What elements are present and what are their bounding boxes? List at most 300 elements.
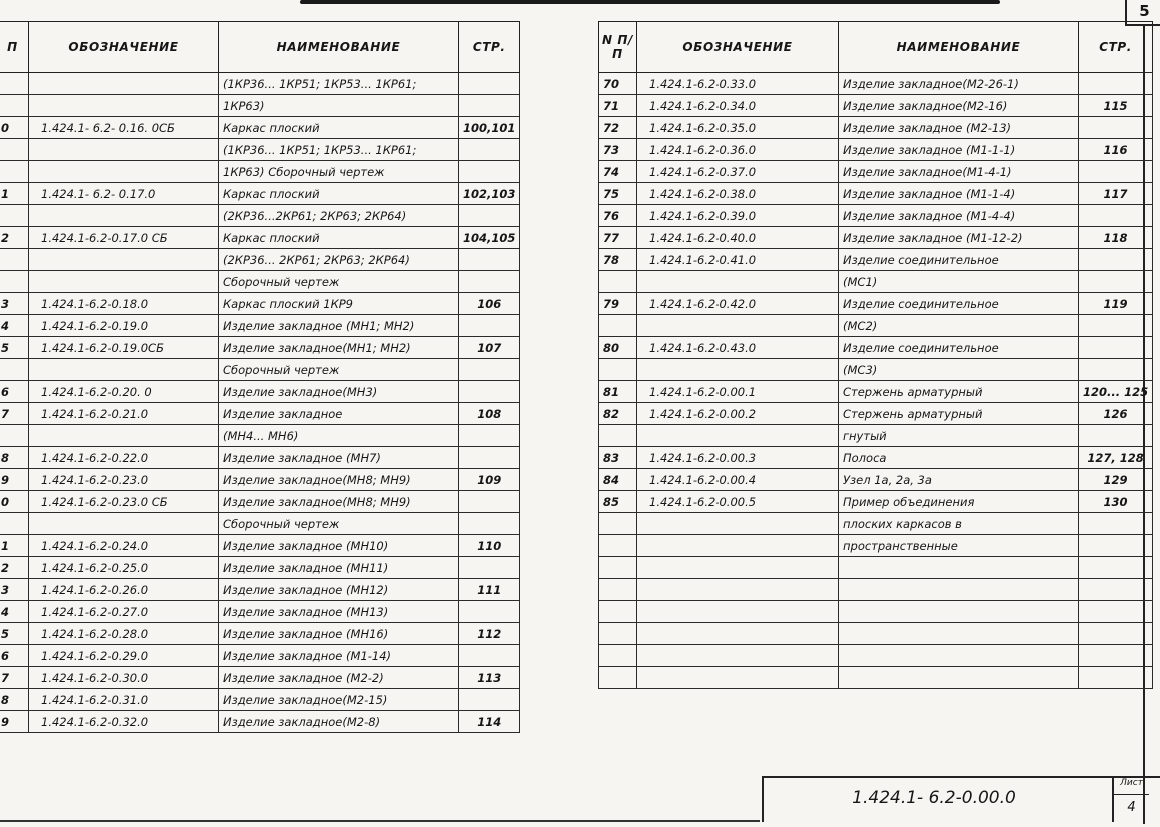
row-name: Изделие закладное (МН12)	[219, 579, 459, 601]
row-designation: 1.424.1-6.2-0.00.3	[637, 447, 839, 469]
row-name: гнутый	[839, 425, 1079, 447]
table-row	[599, 227, 1153, 249]
row-name: Изделие закладное (МН16)	[219, 623, 459, 645]
row-page	[1079, 557, 1153, 579]
row-number: 8	[0, 447, 29, 469]
table-row	[599, 645, 1153, 667]
row-number: 2	[0, 557, 29, 579]
row-designation: 1.424.1-6.2-0.36.0	[637, 139, 839, 161]
row-number: 4	[0, 601, 29, 623]
row-name: Изделие закладное (М1-1-4)	[839, 183, 1079, 205]
row-designation	[29, 359, 219, 381]
row-designation: 1.424.1-6.2-0.23.0	[29, 469, 219, 491]
row-designation: 1.424.1-6.2-0.29.0	[29, 645, 219, 667]
row-name	[839, 645, 1079, 667]
row-number: 73	[599, 139, 637, 161]
row-name: Изделие соединительное	[839, 293, 1079, 315]
row-name: Изделие закладное (М1-12-2)	[839, 227, 1079, 249]
row-number	[0, 359, 29, 381]
row-number: 71	[599, 95, 637, 117]
table-row	[599, 381, 1153, 403]
table-row	[0, 557, 520, 579]
row-page: 111	[459, 579, 520, 601]
table-row	[599, 447, 1153, 469]
row-designation: 1.424.1-6.2-0.18.0	[29, 293, 219, 315]
row-designation: 1.424.1-6.2-0.42.0	[637, 293, 839, 315]
row-designation: 1.424.1-6.2-0.38.0	[637, 183, 839, 205]
table-row	[599, 623, 1153, 645]
row-number: 8	[0, 689, 29, 711]
row-page	[1079, 205, 1153, 227]
row-designation: 1.424.1-6.2-0.28.0	[29, 623, 219, 645]
row-page	[459, 491, 520, 513]
table-row	[599, 469, 1153, 491]
table-header-row	[599, 22, 1153, 73]
row-number	[0, 205, 29, 227]
row-name: Изделие закладное(МН3)	[219, 381, 459, 403]
row-designation: 1.424.1-6.2-0.35.0	[637, 117, 839, 139]
row-designation	[637, 601, 839, 623]
row-page	[459, 139, 520, 161]
row-name: Изделие закладное	[219, 403, 459, 425]
row-number: 9	[0, 711, 29, 733]
row-designation: 1.424.1-6.2-0.30.0	[29, 667, 219, 689]
row-name: 1КР63)	[219, 95, 459, 117]
row-name: (1КР36... 1КР51; 1КР53... 1КР61;	[219, 139, 459, 161]
sheet-box	[1112, 778, 1149, 822]
sheet-number: 4	[1127, 800, 1136, 815]
row-name: Изделие закладное(М2-15)	[219, 689, 459, 711]
row-page	[459, 447, 520, 469]
row-name	[839, 667, 1079, 689]
table-row	[0, 535, 520, 557]
row-page: 116	[1079, 139, 1153, 161]
row-page: 127, 128	[1079, 447, 1153, 469]
table-row	[0, 403, 520, 425]
table-row	[0, 579, 520, 601]
row-designation: 1.424.1-6.2-0.33.0	[637, 73, 839, 95]
row-number	[599, 579, 637, 601]
table-row	[599, 249, 1153, 271]
row-name: (1КР36... 1КР51; 1КР53... 1КР61;	[219, 73, 459, 95]
row-number	[0, 513, 29, 535]
row-number	[599, 425, 637, 447]
table-row	[599, 667, 1153, 689]
row-page: 130	[1079, 491, 1153, 513]
row-number: 74	[599, 161, 637, 183]
row-designation: 1.424.1-6.2-0.24.0	[29, 535, 219, 557]
table-row	[0, 249, 520, 271]
table-row	[599, 271, 1153, 293]
row-number: 5	[0, 337, 29, 359]
table-row	[0, 161, 520, 183]
row-designation	[637, 513, 839, 535]
table-row	[0, 623, 520, 645]
table-row	[0, 315, 520, 337]
row-designation: 1.424.1-6.2-0.00.1	[637, 381, 839, 403]
table-row	[0, 425, 520, 447]
row-page: 100,101	[459, 117, 520, 139]
row-name	[839, 557, 1079, 579]
row-name: Изделие закладное (М2-2)	[219, 667, 459, 689]
row-number: 4	[0, 315, 29, 337]
row-number: 6	[0, 645, 29, 667]
row-designation	[637, 645, 839, 667]
document-code: 1.424.1- 6.2-0.00.0	[852, 788, 1016, 808]
row-designation	[637, 579, 839, 601]
row-name: (2КР36...2КР61; 2КР63; 2КР64)	[219, 205, 459, 227]
row-number	[0, 271, 29, 293]
row-name	[839, 623, 1079, 645]
header-designation: ОБОЗНАЧЕНИЕ	[29, 22, 219, 73]
row-page: 120... 125	[1079, 381, 1153, 403]
row-name: Изделие закладное (МН7)	[219, 447, 459, 469]
row-page: 104,105	[459, 227, 520, 249]
row-page: 112	[459, 623, 520, 645]
row-name: (МС2)	[839, 315, 1079, 337]
row-page: 106	[459, 293, 520, 315]
top-border-bar	[300, 0, 1000, 4]
row-name: Узел 1а, 2а, 3а	[839, 469, 1079, 491]
row-number: 77	[599, 227, 637, 249]
row-name: Изделие закладное (МН10)	[219, 535, 459, 557]
row-page	[1079, 249, 1153, 271]
row-number: 1	[0, 535, 29, 557]
row-designation	[29, 205, 219, 227]
table-row	[0, 337, 520, 359]
row-designation: 1.424.1-6.2-0.25.0	[29, 557, 219, 579]
row-page	[459, 425, 520, 447]
row-name: (МН4... МН6)	[219, 425, 459, 447]
row-name: Изделие закладное (М1-14)	[219, 645, 459, 667]
row-designation	[637, 623, 839, 645]
row-designation	[29, 73, 219, 95]
row-page	[1079, 601, 1153, 623]
row-page	[1079, 645, 1153, 667]
row-number	[0, 249, 29, 271]
row-designation: 1.424.1-6.2-0.22.0	[29, 447, 219, 469]
row-number	[599, 623, 637, 645]
row-name: (МС1)	[839, 271, 1079, 293]
table-row	[599, 117, 1153, 139]
row-page: 102,103	[459, 183, 520, 205]
row-designation: 1.424.1-6.2-0.00.5	[637, 491, 839, 513]
table-row	[0, 139, 520, 161]
row-designation: 1.424.1-6.2-0.40.0	[637, 227, 839, 249]
row-designation	[29, 425, 219, 447]
table-row	[599, 557, 1153, 579]
row-page	[1079, 337, 1153, 359]
row-number: 85	[599, 491, 637, 513]
row-number	[0, 95, 29, 117]
row-number: 2	[0, 227, 29, 249]
row-name: Изделие закладное(МН8; МН9)	[219, 469, 459, 491]
row-page	[459, 271, 520, 293]
row-designation: 1.424.1-6.2-0.43.0	[637, 337, 839, 359]
row-designation	[637, 315, 839, 337]
sheet-label: Лист	[1114, 778, 1149, 795]
row-number	[599, 645, 637, 667]
row-designation	[637, 557, 839, 579]
row-number	[599, 315, 637, 337]
table-row	[599, 183, 1153, 205]
row-designation: 1.424.1-6.2-0.00.2	[637, 403, 839, 425]
table-row	[0, 271, 520, 293]
table-row	[599, 513, 1153, 535]
table-row	[0, 491, 520, 513]
row-name: Каркас плоский	[219, 183, 459, 205]
row-name: Изделие закладное (М1-4-4)	[839, 205, 1079, 227]
row-page	[459, 381, 520, 403]
row-number: 9	[0, 469, 29, 491]
row-number: 7	[0, 667, 29, 689]
row-page	[459, 513, 520, 535]
row-page	[1079, 623, 1153, 645]
row-designation: 1.424.1-6.2-0.19.0	[29, 315, 219, 337]
row-designation	[637, 535, 839, 557]
row-name	[839, 579, 1079, 601]
row-page	[1079, 359, 1153, 381]
row-page	[459, 557, 520, 579]
table-header-row	[0, 22, 520, 73]
row-page	[459, 315, 520, 337]
table-row	[0, 117, 520, 139]
row-page: 117	[1079, 183, 1153, 205]
row-name: плоских каркасов в	[839, 513, 1079, 535]
row-name: пространственные	[839, 535, 1079, 557]
row-name: Сборочный чертеж	[219, 359, 459, 381]
table-row	[0, 183, 520, 205]
row-number: 1	[0, 183, 29, 205]
row-page	[459, 161, 520, 183]
row-designation: 1.424.1-6.2-0.26.0	[29, 579, 219, 601]
row-name: Сборочный чертеж	[219, 513, 459, 535]
row-name: Сборочный чертеж	[219, 271, 459, 293]
row-name: 1КР63) Сборочный чертеж	[219, 161, 459, 183]
row-number	[599, 359, 637, 381]
row-name: Изделие закладное (М2-13)	[839, 117, 1079, 139]
row-page: 113	[459, 667, 520, 689]
table-row	[0, 689, 520, 711]
row-page	[1079, 579, 1153, 601]
table-row	[0, 711, 520, 733]
row-page	[1079, 117, 1153, 139]
row-number: 75	[599, 183, 637, 205]
row-number	[0, 139, 29, 161]
row-name: Стержень арматурный	[839, 403, 1079, 425]
row-page: 107	[459, 337, 520, 359]
row-designation: 1.424.1-6.2-0.00.4	[637, 469, 839, 491]
row-name: Каркас плоский 1КР9	[219, 293, 459, 315]
row-designation: 1.424.1- 6.2- 0.17.0	[29, 183, 219, 205]
row-designation	[637, 425, 839, 447]
row-number: 82	[599, 403, 637, 425]
row-designation	[637, 667, 839, 689]
header-num: П	[0, 22, 29, 73]
row-name	[839, 601, 1079, 623]
row-number: 3	[0, 293, 29, 315]
row-designation	[29, 271, 219, 293]
row-designation: 1.424.1-6.2-0.17.0 СБ	[29, 227, 219, 249]
table-row	[0, 95, 520, 117]
table-row	[599, 293, 1153, 315]
row-number	[0, 161, 29, 183]
table-row	[0, 359, 520, 381]
left-table-body	[0, 73, 520, 733]
table-row	[599, 337, 1153, 359]
page-number-corner: 5	[1125, 0, 1160, 26]
row-designation: 1.424.1-6.2-0.27.0	[29, 601, 219, 623]
table-row	[599, 73, 1153, 95]
bottom-border-line	[0, 820, 760, 822]
table-row	[599, 359, 1153, 381]
row-designation: 1.424.1-6.2-0.39.0	[637, 205, 839, 227]
table-row	[0, 73, 520, 95]
table-row	[599, 579, 1153, 601]
row-designation: 1.424.1-6.2-0.41.0	[637, 249, 839, 271]
row-name: Изделие соединительное	[839, 337, 1079, 359]
table-row	[0, 227, 520, 249]
table-row	[599, 161, 1153, 183]
row-name: Изделие закладное(М1-4-1)	[839, 161, 1079, 183]
row-name: Изделие закладное(МН8; МН9)	[219, 491, 459, 513]
header-page: СТР.	[1079, 22, 1153, 73]
row-name: Изделие закладное(МН1; МН2)	[219, 337, 459, 359]
row-name: Пример объединения	[839, 491, 1079, 513]
row-name: (МС3)	[839, 359, 1079, 381]
row-page	[1079, 513, 1153, 535]
row-name: Изделие закладное (МН1; МН2)	[219, 315, 459, 337]
table-row	[0, 447, 520, 469]
row-page	[459, 359, 520, 381]
table-row	[0, 469, 520, 491]
row-designation	[29, 161, 219, 183]
row-designation	[29, 139, 219, 161]
row-page: 110	[459, 535, 520, 557]
row-designation: 1.424.1-6.2-0.37.0	[637, 161, 839, 183]
table-row	[0, 513, 520, 535]
row-page	[1079, 535, 1153, 557]
row-number: 83	[599, 447, 637, 469]
row-designation	[637, 271, 839, 293]
right-table-body	[599, 73, 1153, 689]
row-designation: 1.424.1- 6.2- 0.16. 0СБ	[29, 117, 219, 139]
table-row	[0, 601, 520, 623]
table-row	[599, 491, 1153, 513]
row-number: 70	[599, 73, 637, 95]
row-designation	[29, 513, 219, 535]
row-number	[599, 601, 637, 623]
row-page	[1079, 315, 1153, 337]
row-number: 80	[599, 337, 637, 359]
row-name: (2КР36... 2КР61; 2КР63; 2КР64)	[219, 249, 459, 271]
table-row	[0, 293, 520, 315]
row-page	[1079, 667, 1153, 689]
table-row	[599, 535, 1153, 557]
row-page: 126	[1079, 403, 1153, 425]
row-name: Изделие закладное (МН11)	[219, 557, 459, 579]
table-row	[599, 601, 1153, 623]
table-row	[0, 645, 520, 667]
row-page: 114	[459, 711, 520, 733]
row-designation: 1.424.1-6.2-0.34.0	[637, 95, 839, 117]
table-row	[0, 381, 520, 403]
row-designation: 1.424.1-6.2-0.23.0 СБ	[29, 491, 219, 513]
row-designation: 1.424.1-6.2-0.19.0СБ	[29, 337, 219, 359]
row-page: 115	[1079, 95, 1153, 117]
row-page: 118	[1079, 227, 1153, 249]
row-name: Изделие закладное (МН13)	[219, 601, 459, 623]
row-name: Изделие соединительное	[839, 249, 1079, 271]
row-page	[459, 249, 520, 271]
header-page: СТР.	[459, 22, 520, 73]
header-name: НАИМЕНОВАНИЕ	[839, 22, 1079, 73]
row-name: Каркас плоский	[219, 117, 459, 139]
right-register-table	[598, 21, 1153, 689]
row-page	[459, 95, 520, 117]
row-designation	[637, 359, 839, 381]
row-name: Изделие закладное(М2-8)	[219, 711, 459, 733]
table-row	[0, 205, 520, 227]
row-designation: 1.424.1-6.2-0.21.0	[29, 403, 219, 425]
header-num: N П/П	[599, 22, 637, 73]
header-designation: ОБОЗНАЧЕНИЕ	[637, 22, 839, 73]
row-number: 72	[599, 117, 637, 139]
row-page	[459, 73, 520, 95]
table-row	[599, 403, 1153, 425]
table-row	[599, 315, 1153, 337]
row-page	[459, 205, 520, 227]
table-row	[599, 139, 1153, 161]
row-page	[1079, 161, 1153, 183]
title-block-stamp	[762, 776, 1160, 822]
row-number: 0	[0, 117, 29, 139]
row-page: 129	[1079, 469, 1153, 491]
row-name: Каркас плоский	[219, 227, 459, 249]
row-number: 3	[0, 579, 29, 601]
row-page	[459, 601, 520, 623]
row-designation: 1.424.1-6.2-0.31.0	[29, 689, 219, 711]
row-page: 108	[459, 403, 520, 425]
row-number: 6	[0, 381, 29, 403]
row-number: 84	[599, 469, 637, 491]
row-number: 0	[0, 491, 29, 513]
row-page	[1079, 271, 1153, 293]
row-number	[599, 513, 637, 535]
row-designation: 1.424.1-6.2-0.32.0	[29, 711, 219, 733]
row-designation	[29, 95, 219, 117]
row-page: 109	[459, 469, 520, 491]
row-name: Изделие закладное (М1-1-1)	[839, 139, 1079, 161]
row-page	[459, 645, 520, 667]
row-number	[599, 535, 637, 557]
row-name: Полоса	[839, 447, 1079, 469]
row-page	[1079, 73, 1153, 95]
row-number: 78	[599, 249, 637, 271]
row-name: Изделие закладное(М2-26-1)	[839, 73, 1079, 95]
row-number: 5	[0, 623, 29, 645]
table-row	[599, 205, 1153, 227]
row-designation: 1.424.1-6.2-0.20. 0	[29, 381, 219, 403]
row-page	[1079, 425, 1153, 447]
table-row	[0, 667, 520, 689]
left-register-table	[0, 21, 520, 733]
row-name: Изделие закладное(М2-16)	[839, 95, 1079, 117]
row-number: 7	[0, 403, 29, 425]
row-number	[0, 425, 29, 447]
row-number	[599, 271, 637, 293]
header-name: НАИМЕНОВАНИЕ	[219, 22, 459, 73]
